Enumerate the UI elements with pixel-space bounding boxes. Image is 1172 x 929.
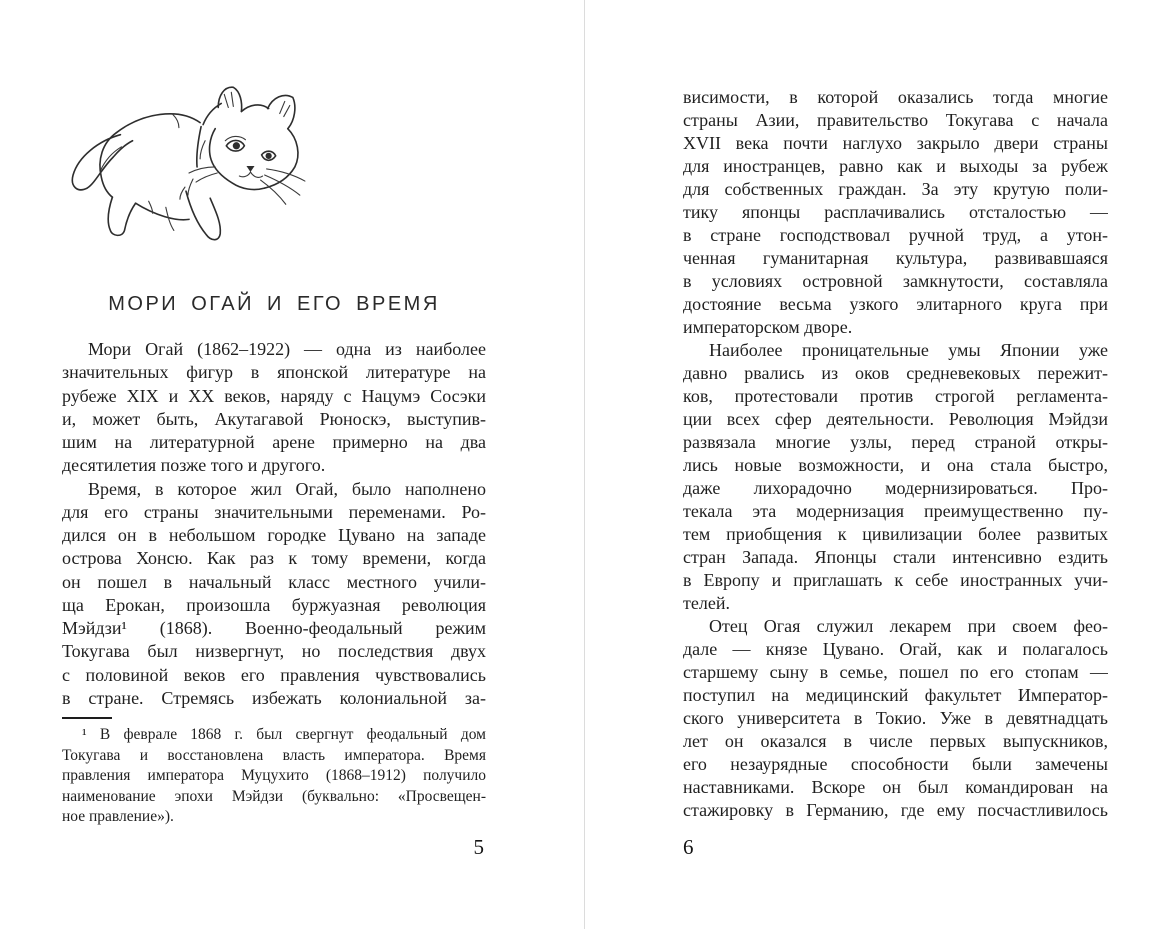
left-page (62, 0, 486, 929)
page-divider (584, 0, 585, 929)
text-line: старшему сыну в семье, пошел по его стопам — (683, 662, 1108, 682)
text-line: его незаурядные способности были замечены (683, 754, 1108, 774)
text-line: Отец Огая служил лекарем при своем фео- (709, 616, 1108, 636)
page-number-left: 5 (473, 835, 484, 859)
text-line: Время, в которое жил Огай, было наполнено (88, 478, 486, 499)
text-line: тику японцы расплачивались отсталостью — (683, 202, 1108, 222)
text-line: XVII века почти наглухо закрыло двери страны (683, 133, 1108, 153)
text-line: десятилетия позже того и другого. (62, 455, 326, 476)
kitten-illustration (64, 82, 316, 264)
text-line: острова Хонсю. Как раз к тому времени, когда (62, 548, 486, 569)
text-line: развязала многие узлы, перед страной откры- (683, 432, 1108, 452)
text-line: Мори Огай (1862–1922) — одна из наиболее (88, 339, 486, 359)
text-line: для иностранцев, равно как и выходы за рубеж (683, 156, 1108, 176)
text-line: и, может быть, Акутагавой Рюноскэ, выступив- (62, 408, 486, 429)
text-line: страны Азии, правительство Токугава с начала (683, 110, 1108, 130)
text-line: тем приобщения к цивилизации более развитых (683, 524, 1108, 544)
text-line: Наиболее проницательные умы Японии уже (709, 340, 1108, 360)
text-line: ща Ерокан, произошла буржуазная революция (62, 594, 486, 615)
page-number-right: 6 (683, 835, 694, 859)
text-line: в Европу и приглашать к себе иностранных учи- (683, 570, 1108, 590)
text-line: давно рвались из оков средневековых пережит- (683, 363, 1108, 383)
text-line: телей. (683, 593, 730, 613)
paragraph (62, 478, 486, 711)
left-page-body (62, 338, 486, 710)
text-line: шим на литературной арене примерно на два (62, 432, 486, 452)
text-line: наставниками. Вскоре он был командирован на (683, 777, 1108, 797)
text-line: в стране господствовал ручной труд, а утон- (683, 225, 1108, 245)
kitten-line-drawing-svg (64, 82, 316, 264)
text-line: висимости, в которой оказались тогда многие (683, 87, 1108, 107)
text-line: в стране. Стремясь избежать колониальной за- (62, 687, 486, 708)
text-line: лись новые возможности, и она стала быстро, (683, 455, 1108, 475)
text-line: в условиях островной замкнутости, составляла (683, 271, 1108, 291)
text-line: ции всех сфер деятельности. Революция Мэйдзи (683, 409, 1108, 429)
text-line: достояние весьма узкого элитарного круга при (683, 294, 1108, 314)
paragraph (62, 725, 486, 828)
paragraph (62, 338, 486, 478)
footnote (62, 725, 486, 828)
paragraph (683, 615, 1108, 822)
text-line: Токугава и восстановлена власть императора. Время (62, 746, 486, 764)
right-page (683, 0, 1108, 929)
text-line: императорском дворе. (683, 317, 853, 337)
text-line: дился он в небольшом городке Цувано на западе (62, 525, 486, 545)
text-line: ное правление»). (62, 808, 174, 826)
text-line: стран Запада. Японцы стали интенсивно ездить (683, 547, 1108, 567)
text-line: с половиной веков его правления чувствовались (62, 664, 486, 685)
text-line: ского университета в Токио. Уже в девятнадцать (683, 708, 1108, 728)
text-line: Мэйдзи¹ (1868). Военно-феодальный режим (62, 618, 486, 638)
text-line: он пошел в начальный класс местного учили- (62, 571, 486, 592)
footnote-rule (62, 717, 112, 719)
text-line: лет он оказался в числе первых выпускников, (683, 731, 1108, 751)
text-line: наименование эпохи Мэйдзи (буквально: «Просвещен- (62, 787, 486, 805)
text-line: ков, протестовали против строгой регламента- (683, 386, 1108, 406)
text-line: рубеже XIX и XX веков, наряду с Нацумэ Сосэки (62, 385, 486, 406)
text-line: стажировку в Германию, где ему посчастливилось (683, 800, 1108, 820)
text-line: текала эта модернизация преимущественно пу- (683, 501, 1108, 521)
text-line: значительных фигур в японской литературе на (62, 362, 486, 383)
right-page-body (683, 86, 1108, 822)
text-line: ¹ В феврале 1868 г. был свергнут феодальный дом (82, 726, 486, 743)
text-line: Токугава был низвергнут, но последствия двух (62, 641, 486, 662)
text-line: дале — князе Цувано. Огай, как и полагалось (683, 639, 1108, 659)
text-line: ченная гуманитарная культура, развивавшаяся (683, 248, 1108, 268)
text-line: для собственных граждан. За эту крутую поли- (683, 179, 1108, 199)
paragraph (683, 339, 1108, 615)
text-line: для его страны значительными переменами. Ро- (62, 501, 486, 522)
text-line: даже лихорадочно модернизироваться. Про- (683, 478, 1108, 498)
paragraph (683, 86, 1108, 339)
text-line: поступил на медицинский факультет Император- (683, 685, 1108, 705)
text-line: правления императора Муцухито (1868–1912) получило (62, 767, 486, 785)
chapter-title: МОРИ ОГАЙ И ЕГО ВРЕМЯ (108, 293, 440, 315)
